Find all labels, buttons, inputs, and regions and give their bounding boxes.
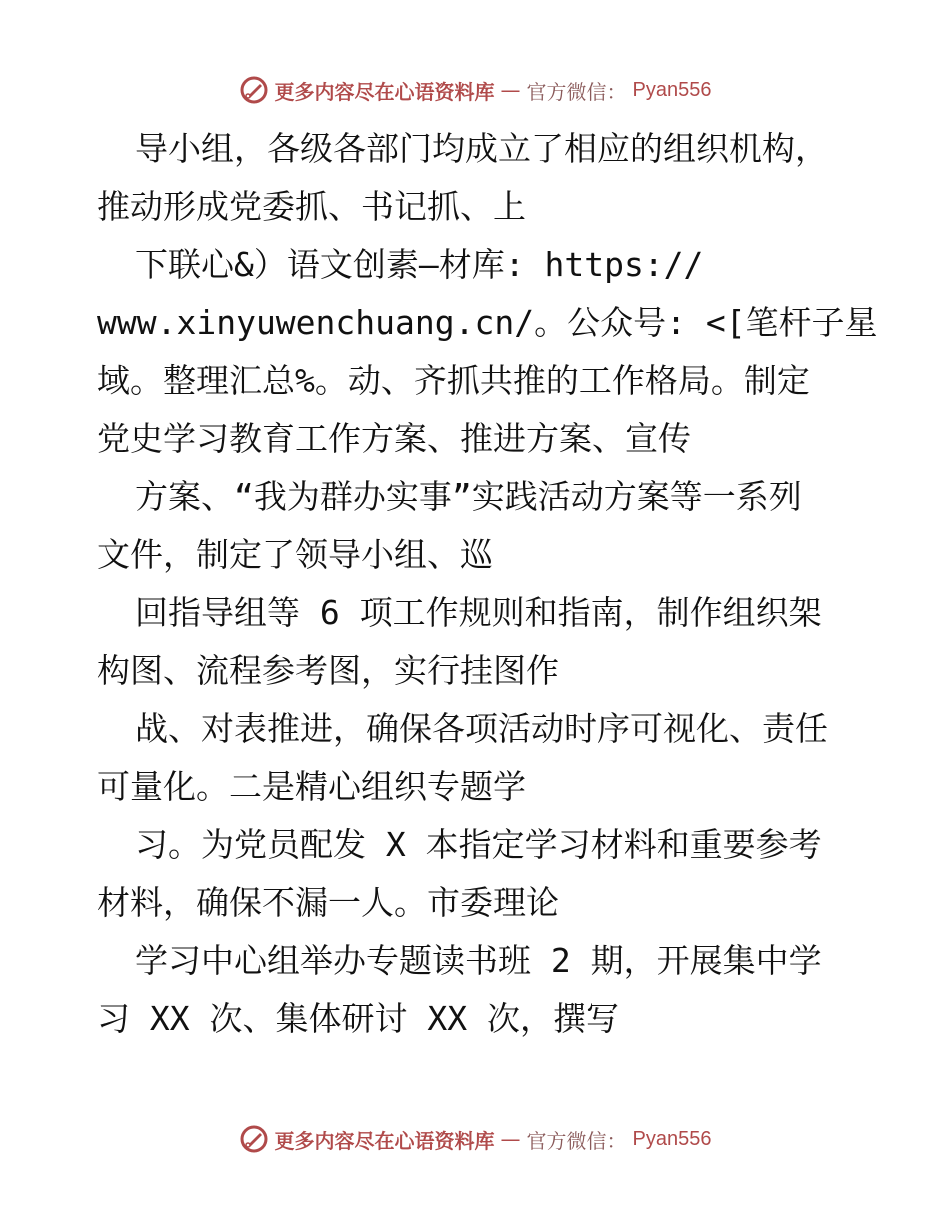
body-line: 习 XX 次、集体研讨 XX 次，撰写: [97, 999, 619, 1038]
body-line: 习。为党员配发 X 本指定学习材料和重要参考: [135, 825, 822, 864]
header-banner-text: 更多内容尽在心语资料库: [274, 79, 495, 104]
footer-banner-separator: —: [500, 1127, 521, 1151]
body-line: 材料，确保不漏一人。市委理论: [97, 883, 559, 922]
body-line: 推动形成党委抓、书记抓、上: [97, 187, 526, 226]
header-wechat-id: Pyan556: [632, 78, 712, 101]
body-line: 战、对表推进，确保各项活动时序可视化、责任: [135, 709, 828, 748]
document-body: [97, 120, 878, 1048]
body-line: 文件，制定了领导小组、巡: [97, 535, 493, 574]
body-line: 方案、“我为群办实事”实践活动方案等一系列: [135, 477, 802, 516]
footer-wechat-id: Pyan556: [632, 1127, 712, 1150]
body-line: 导小组，各级各部门均成立了相应的组织机构，: [135, 129, 828, 168]
header-banner: [0, 70, 950, 110]
body-line: www.xinyuwenchuang.cn/。公众号: <[笔杆子星: [97, 303, 878, 342]
body-line: 构图、流程参考图，实行挂图作: [97, 651, 559, 690]
header-banner-separator: —: [500, 78, 521, 102]
body-line: 下联心&）语文创素—材库: https://: [135, 245, 704, 284]
body-line: 可量化。二是精心组织专题学: [97, 767, 526, 806]
header-wechat-label: 官方微信：: [526, 79, 627, 104]
footer-banner-text: 更多内容尽在心语资料库: [274, 1128, 495, 1153]
pen-logo-icon: [239, 75, 269, 105]
body-line: 党史学习教育工作方案、推进方案、宣传: [97, 419, 691, 458]
footer-wechat-label: 官方微信：: [526, 1128, 627, 1153]
pen-logo-icon: [239, 1124, 269, 1154]
footer-banner: [0, 1119, 950, 1159]
body-line: 学习中心组举办专题读书班 2 期，开展集中学: [135, 941, 822, 980]
body-line: 域。整理汇总%。动、齐抓共推的工作格局。制定: [97, 361, 810, 400]
body-line: 回指导组等 6 项工作规则和指南，制作组织架: [135, 593, 822, 632]
